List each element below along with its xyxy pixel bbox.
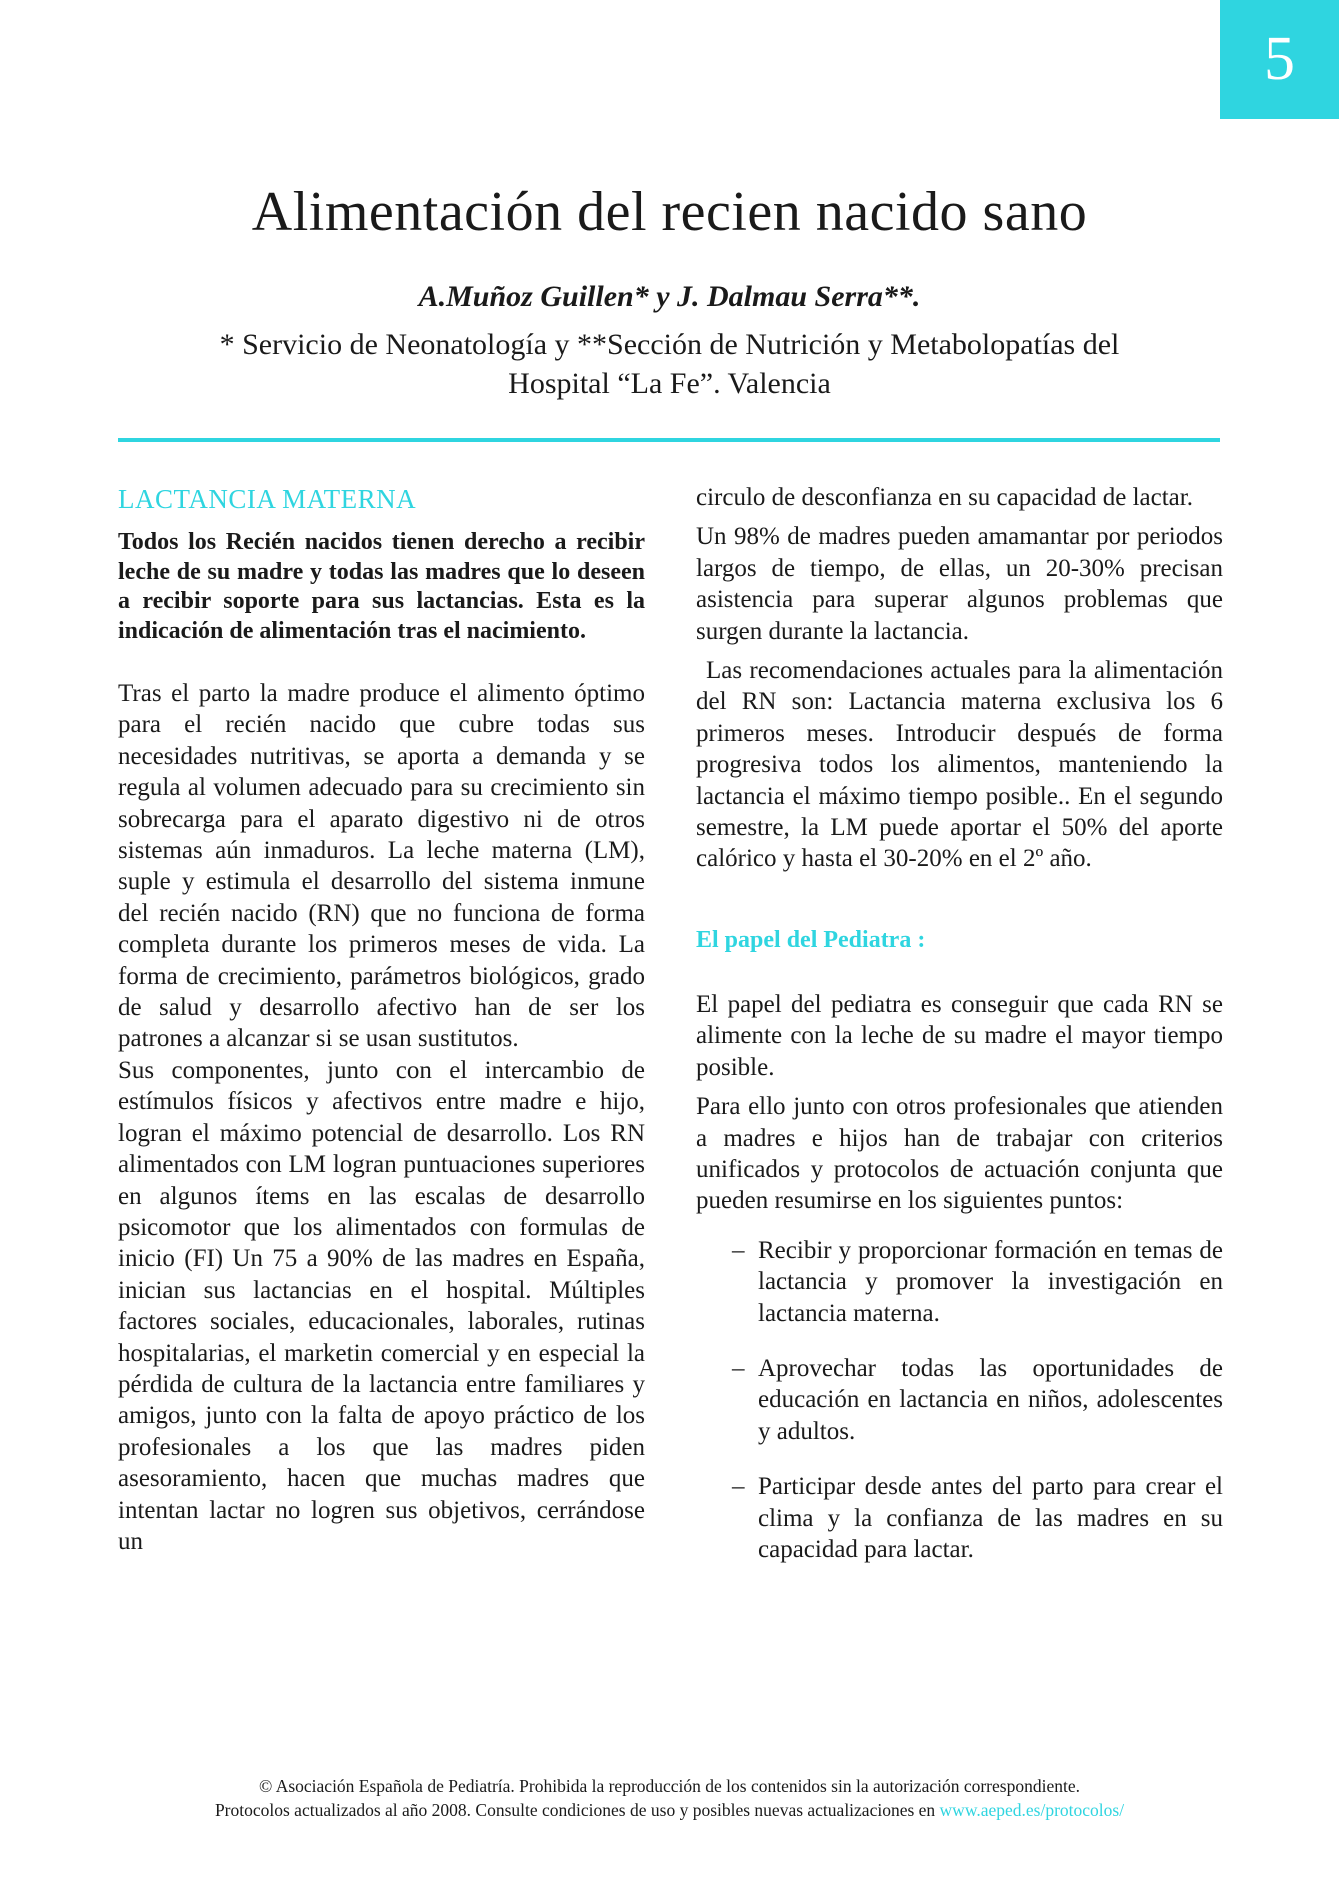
left-column xyxy=(118,482,645,1557)
authors: A.Muñoz Guillen* y J. Dalmau Serra**. xyxy=(418,280,921,313)
affiliation-line-2: Hospital “La Fe”. Valencia xyxy=(508,367,831,400)
lead-paragraph: Todos los Recién nacidos tienen derecho a recibir leche de su madre y todas las madres que lo deseen a recibir soporte para sus lactancias. Esta es la indicación de alimentación tras el nacimiento. xyxy=(118,529,645,644)
list-item: – Participar desde antes del parto para crear el clima y la confianza de las madres en su capacidad para lactar. xyxy=(696,1471,1223,1565)
right-column xyxy=(696,482,1223,1589)
page-title: Alimentación del recien nacido sano xyxy=(251,181,1088,243)
footer-line-2 xyxy=(0,1798,1339,1822)
recommendations-list xyxy=(696,1235,1223,1566)
chapter-number: 5 xyxy=(1264,25,1295,93)
body-paragraph-3: circulo de desconfianza en su capacidad de lactar. xyxy=(696,484,1193,511)
body-paragraph-6: El papel del pediatra es conseguir que cada RN se alimente con la leche de su madre el mayor tiempo posible. xyxy=(696,990,1223,1081)
body-paragraph-2: Sus componentes, junto con el intercambio de estímulos físicos y afectivos entre madre e hijo, logran el máximo potencial de desarrollo. Los RN alimentados con LM logran puntuaciones superiores en algunos ítems en las escalas de desarrollo psicomotor que los alimentados con formulas de inicio (FI) Un 75 a 90% de las madres en España, inician sus lactancias en el hospital. Múltiples factores sociales, educacionales, laborales, rutinas hospitalarias, el marketin comercial y en especial la pérdida de cultura de la lactancia entre familiares y amigos, junto con la falta de apoyo práctico de los profesionales a los que las madres piden asesoramiento, hacen que muchas madres que intentan lactar no logren sus objetivos, cerrándose un xyxy=(118,1056,645,1555)
body-paragraph-7: Para ello junto con otros profesionales que atienden a madres e hijos han de trabajar con criterios unificados y protocolos de actuación conjunta que pueden resumirse en los siguientes puntos: xyxy=(696,1093,1223,1215)
footer-note: Protocolos actualizados al año 2008. Consulte condiciones de uso y posibles nuevas actualizaciones en xyxy=(214,1800,940,1820)
body-paragraph-5: Las recomendaciones actuales para la alimentación del RN son: Lactancia materna exclusiva los 6 primeros meses. Introducir después de forma progresiva todos los alimentos, manteniendo la lactancia el máximo tiempo posible.. En el segundo semestre, la LM puede aportar el 50% del aporte calórico y hasta el 30-20% en el 2º año. xyxy=(696,657,1223,873)
footer xyxy=(0,1774,1339,1822)
list-item: – Recibir y proporcionar formación en temas de lactancia y promover la investigación en lactancia materna. xyxy=(696,1235,1223,1329)
section-heading: LACTANCIA MATERNA xyxy=(118,484,417,514)
body-paragraph-4: Un 98% de madres pueden amamantar por periodos largos de tiempo, de ellas, un 20-30% precisan asistencia para superar algunos problemas que surgen durante la lactancia. xyxy=(696,523,1223,645)
affiliation-line-1: * Servicio de Neonatología y **Sección de Nutrición y Metabolopatías del xyxy=(219,328,1120,361)
header-divider xyxy=(118,438,1220,442)
protocols-link[interactable]: www.aeped.es/protocolos/ xyxy=(939,1800,1125,1820)
affiliation xyxy=(0,325,1339,403)
footer-copyright: © Asociación Española de Pediatría. Prohibida la reproducción de los contenidos sin la autorización correspondiente. xyxy=(259,1776,1080,1796)
chapter-number-tab xyxy=(1220,0,1339,119)
subsection-heading: El papel del Pediatra : xyxy=(696,926,926,953)
list-item: – Aprovechar todas las oportunidades de educación en lactancia en niños, adolescentes y adultos. xyxy=(696,1353,1223,1447)
body-paragraph-1: Tras el parto la madre produce el alimento óptimo para el recién nacido que cubre todas sus necesidades nutritivas, se aporta a demanda y se regula al volumen adecuado para su crecimiento sin sobrecarga para el aparato digestivo ni de otros sistemas aún inmaduros. La leche materna (LM), suple y estimula el desarrollo del sistema inmune del recién nacido (RN) que no funciona de forma completa durante los primeros meses de vida. La forma de crecimiento, parámetros biológicos, grado de salud y desarrollo afectivo han de ser los patrones a alcanzar si se usan sustitutos. xyxy=(118,680,645,1053)
